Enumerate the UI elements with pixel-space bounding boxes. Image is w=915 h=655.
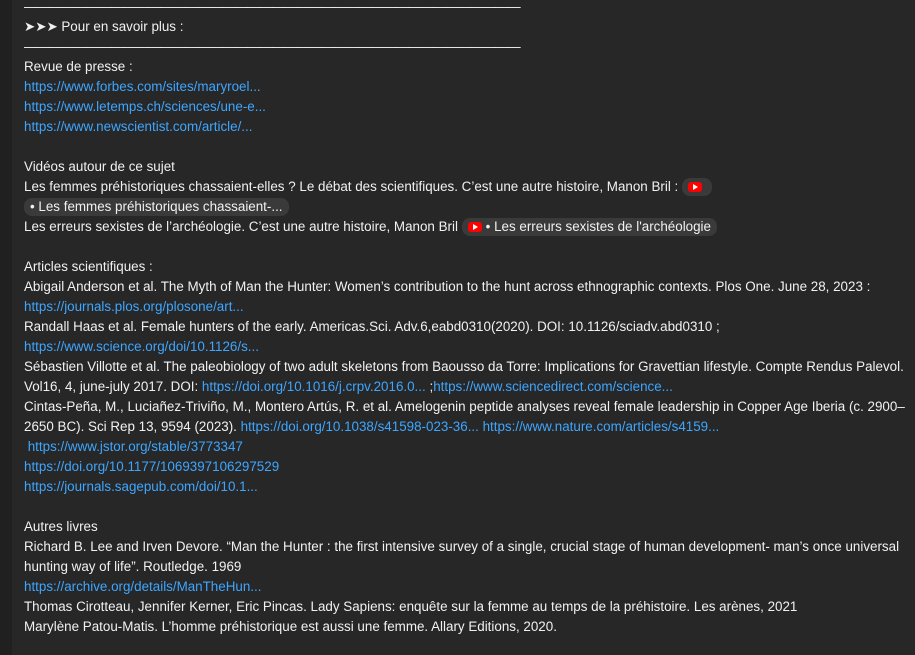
book-lee-devore: Richard B. Lee and Irven Devore. “Man the Hunter : the first intensive survey of a single, crucial stage of human development- man’s once universal hunting way of life”. Routledge. 1969 <box>24 539 900 574</box>
press-link-newscientist[interactable]: https://www.newscientist.com/article/... <box>24 119 253 134</box>
video-chip-1-icon-only[interactable] <box>682 178 712 196</box>
press-link-forbes[interactable]: https://www.forbes.com/sites/maryroel... <box>24 79 261 94</box>
article-link-doi[interactable]: https://doi.org/10.1177/1069397106297529 <box>24 459 280 474</box>
article-cintas: Cintas-Peña, M., Luciañez-Triviño, M., Montero Artús, R. et al. Amelogenin peptide analyses reveal female leadership in Copper Age Iberia (c. 2900–2650 BC). Sci Rep 13, 9594 (2023). <box>24 399 905 434</box>
article-villotte-link-sciencedirect[interactable]: https://www.sciencedirect.com/science... <box>433 379 673 394</box>
book-cirotteau: Thomas Cirotteau, Jennifer Kerner, Eric Pincas. Lady Sapiens: enquête sur la femme au temps de la préhistoire. Les arènes, 2021 <box>24 599 798 614</box>
separator-line: ———————————————————————————————————————— <box>24 0 520 14</box>
article-anderson: Abigail Anderson et al. The Myth of Man the Hunter: Women’s contribution to the hunt across ethnographic contexts. Plos One. June 28, 2023 : <box>24 279 871 294</box>
books-heading: Autres livres <box>24 519 98 534</box>
article-link-jstor[interactable]: https://www.jstor.org/stable/3773347 <box>27 439 243 454</box>
article-cintas-link-nature[interactable]: https://www.nature.com/articles/s4159... <box>482 419 720 434</box>
youtube-play-icon <box>468 222 482 232</box>
article-villotte-link-doi[interactable]: https://doi.org/10.1016/j.crpv.2016.0... <box>201 379 426 394</box>
learn-more-heading: ➤➤➤ Pour en savoir plus : <box>24 19 184 34</box>
article-anderson-link[interactable]: https://journals.plos.org/plosone/art... <box>24 299 244 314</box>
article-cintas-link-doi[interactable]: https://doi.org/10.1038/s41598-023-36... <box>240 419 479 434</box>
article-haas: Randall Haas et al. Female hunters of the early. Americas.Sci. Adv.6,eabd0310(2020). DOI: 10.1126/sciadv.abd0310 ; <box>24 319 720 334</box>
left-gutter <box>0 0 12 655</box>
video-item-2-text: Les erreurs sexistes de l’archéologie. C’est une autre histoire, Manon Bril <box>24 219 458 234</box>
video-item-1-text: Les femmes préhistoriques chassaient-elles ? Le débat des scientifiques. C’est une autre histoire, Manon Bril : <box>24 179 679 194</box>
article-villotte: Sébastien Villotte et al. The paleobiology of two adult skeletons from Baousso da Torre: Implications for Gravettian lifestyle. Compte Rendus Palevol. Vol16, 4, june-july 2017. DOI: <box>24 359 904 394</box>
article-haas-link[interactable]: https://www.science.org/doi/10.1126/s... <box>24 339 259 354</box>
video-chip-2-label: • Les erreurs sexistes de l'archéologie <box>485 219 711 234</box>
video-chip-1[interactable]: • Les femmes préhistoriques chassaient-... <box>24 198 289 216</box>
article-link-sage[interactable]: https://journals.sagepub.com/doi/10.1... <box>24 479 258 494</box>
article-villotte-separator: ; <box>425 379 434 394</box>
youtube-play-icon <box>688 182 702 192</box>
book-lee-devore-link[interactable]: https://archive.org/details/ManTheHun... <box>24 579 262 594</box>
videos-heading: Vidéos autour de ce sujet <box>24 159 175 174</box>
separator-line: ———————————————————————————————————————— <box>24 39 520 54</box>
press-link-letemps[interactable]: https://www.letemps.ch/sciences/une-e... <box>24 99 266 114</box>
press-review-heading: Revue de presse : <box>24 59 133 74</box>
book-patou-matis: Marylène Patou-Matis. L’homme préhistorique est aussi une femme. Allary Editions, 2020. <box>24 619 557 634</box>
video-description <box>24 0 912 637</box>
articles-heading: Articles scientifiques : <box>24 259 153 274</box>
video-chip-2[interactable] <box>462 218 717 236</box>
